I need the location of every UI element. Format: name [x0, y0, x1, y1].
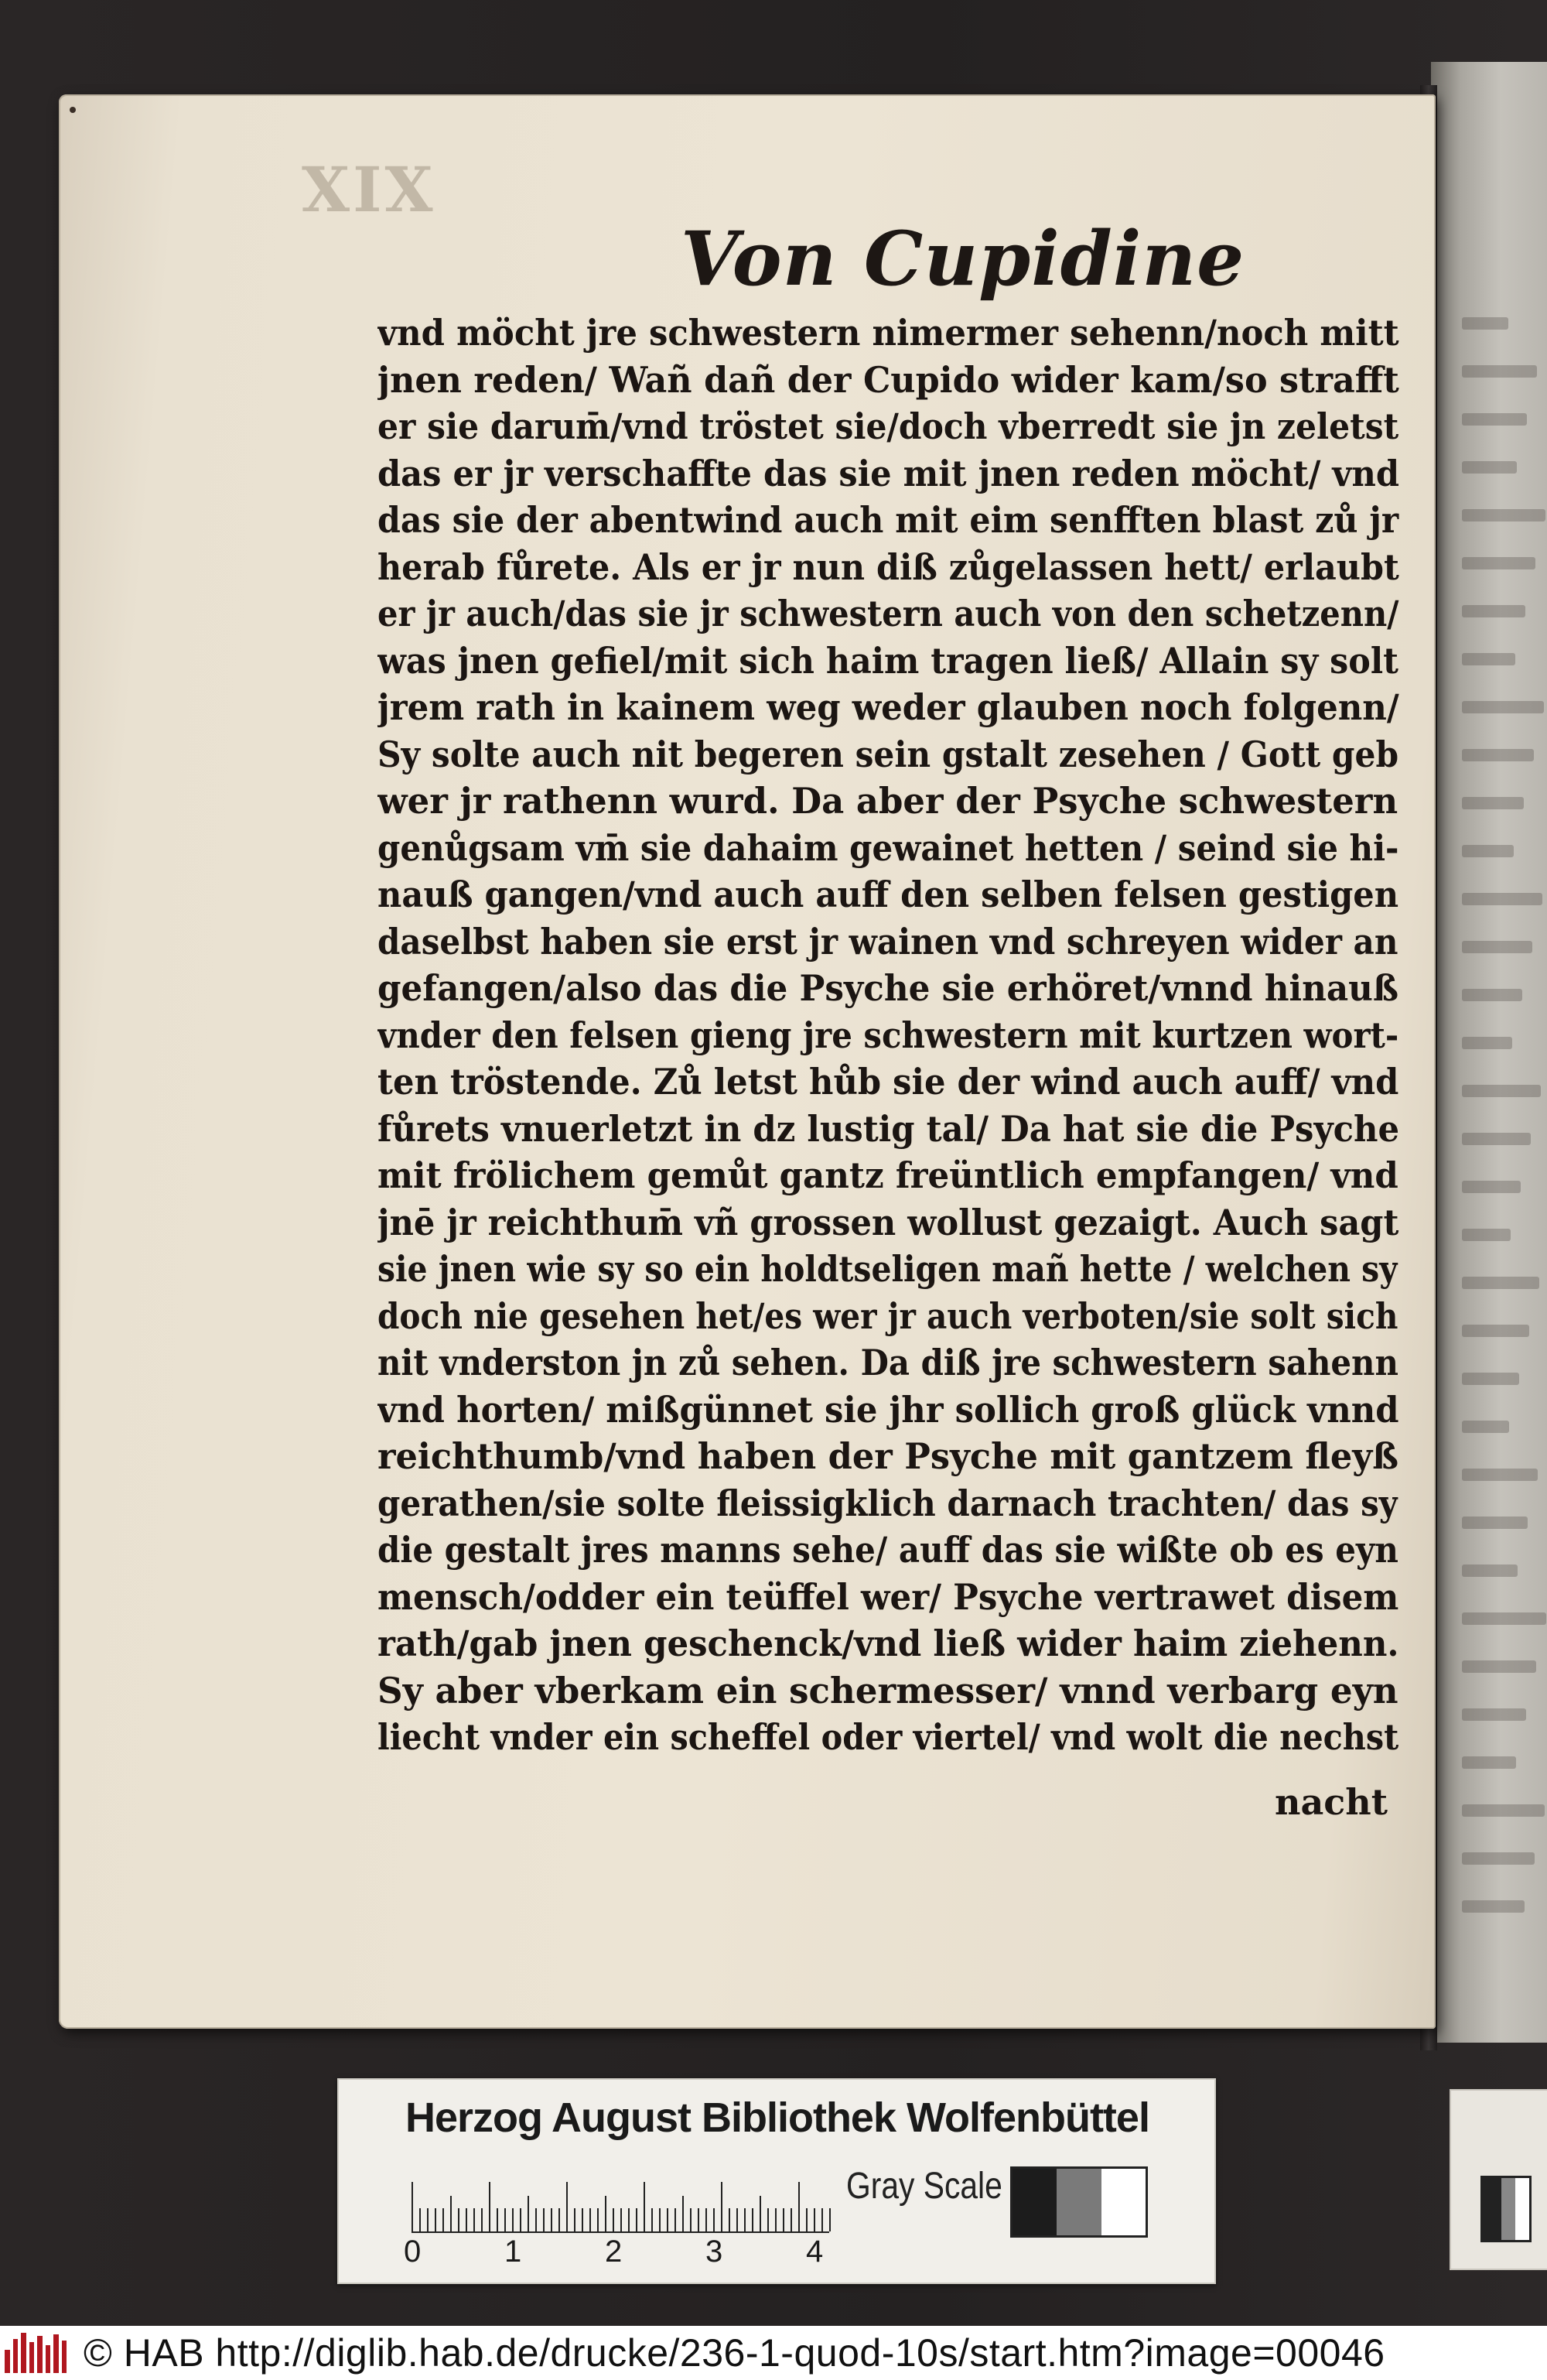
ruler-tick	[481, 2208, 483, 2231]
ruler-tick	[821, 2208, 823, 2231]
text-line: fůrets vnuerletzt in dz lustig tal/ Da hat sie die Psyche	[377, 1107, 1399, 1150]
ruler-tick	[466, 2208, 467, 2231]
text-line: das sie der abentwind auch mit eim senfften blast zů jr	[377, 499, 1399, 541]
show-through-line	[1462, 1421, 1509, 1433]
text-line: gefangen/also das die Psyche sie erhöret/vnnd hinauß	[377, 967, 1399, 1009]
ruler-tick	[705, 2208, 707, 2231]
text-line: daselbst haben sie erst jr wainen vnd schreyen wider an	[377, 920, 1398, 963]
logo-bar	[62, 2341, 67, 2373]
show-through-line	[1462, 797, 1524, 809]
ruler-tick	[713, 2208, 715, 2231]
show-through-line	[1462, 1852, 1535, 1865]
ruler-tick	[829, 2208, 831, 2231]
show-through-line	[1462, 1517, 1528, 1529]
ruler-number: 0	[404, 2235, 422, 2269]
show-through-line	[1462, 1133, 1531, 1145]
ruler-tick	[435, 2208, 436, 2231]
text-line: reichthumb/vnd haben der Psyche mit gantzem fleyß	[377, 1435, 1399, 1477]
show-through-line	[1462, 1181, 1521, 1193]
text-line: er jr auch/das sie jr schwestern auch von den schetzenn/	[377, 593, 1399, 634]
text-line: genůgsam vm̄ sie dahaim gewainet hetten / seind sie hi-	[377, 826, 1399, 869]
ruler-tick	[674, 2208, 676, 2231]
text-line: ten tröstende. Zů letst hůb sie der wind auch auff/ vnd	[377, 1061, 1399, 1103]
ruler-tick	[551, 2208, 552, 2231]
show-through-line	[1462, 1660, 1536, 1673]
text-line: jnen reden/ Wañ dañ der Cupido wider kam/so strafft	[377, 358, 1399, 401]
show-through-line	[1462, 1612, 1546, 1625]
text-line: doch nie gesehen het/es wer jr auch verboten/sie solt sich	[377, 1294, 1398, 1337]
text-line: Sy aber vberkam ein schermesser/ vnnd verbarg eyn	[377, 1669, 1398, 1711]
ruler-tick	[589, 2208, 591, 2231]
ruler-tick	[620, 2208, 622, 2231]
show-through-line	[1462, 1756, 1516, 1769]
text-line: jnē jr reichthum̄ vñ grossen wollust gezaigt. Auch sagt	[377, 1201, 1399, 1243]
ruler-tick	[744, 2208, 746, 2231]
facing-page-edge	[1431, 62, 1547, 2043]
ruler-tick	[558, 2208, 560, 2231]
text-line: sie jnen wie sy so ein holdtseligen mañ hette / welchen sy	[377, 1248, 1398, 1290]
ruler-tick	[791, 2208, 792, 2231]
ruler-tick	[504, 2208, 506, 2231]
secondary-gray-scale	[1480, 2176, 1532, 2242]
ruler-tick	[690, 2208, 692, 2231]
ruler-tick	[698, 2208, 699, 2231]
ruler-tick	[729, 2208, 730, 2231]
ruler-tick	[667, 2208, 668, 2231]
show-through-line	[1462, 605, 1525, 617]
ruler-tick	[442, 2208, 444, 2231]
text-line: das er jr verschaffte das sie mit jnen reden möcht/ vnd	[377, 452, 1399, 494]
show-through-line	[1462, 941, 1532, 953]
text-line: mit frölichem gemůt gantz freüntlich empfangen/ vnd	[377, 1154, 1398, 1196]
ruler-tick	[636, 2208, 637, 2231]
ruler-tick	[798, 2182, 800, 2231]
ruler-tick	[535, 2208, 537, 2231]
logo-bar	[46, 2345, 51, 2373]
ruler-tick	[814, 2208, 815, 2231]
text-line: gerathen/sie solte fleissigklich darnach trachten/ das sy	[377, 1482, 1398, 1524]
show-through-line	[1462, 845, 1514, 857]
ruler-tick	[473, 2208, 475, 2231]
show-through-line	[1462, 557, 1535, 569]
ruler-tick	[419, 2208, 421, 2231]
gray-scale-label: Gray Scale	[846, 2166, 1002, 2207]
footer-bar	[0, 2326, 1547, 2380]
ruler-tick	[520, 2208, 521, 2231]
text-line: nit vnderston jn zů sehen. Da diß jre schwestern sahenn	[377, 1342, 1398, 1383]
show-through-line	[1462, 1900, 1525, 1913]
ruler-tick	[775, 2208, 777, 2231]
show-through-line	[1462, 749, 1534, 761]
show-through-line	[1462, 1229, 1511, 1241]
logo-bar	[53, 2334, 59, 2373]
ruler-tick	[613, 2208, 614, 2231]
show-through-line	[1462, 365, 1537, 378]
show-through-line	[1462, 1037, 1512, 1049]
ruler-tick	[659, 2208, 661, 2231]
text-line: vnd horten/ mißgünnet sie jhr sollich groß glück vnnd	[377, 1388, 1399, 1431]
ruler-tick	[458, 2208, 459, 2231]
logo-bar	[5, 2350, 10, 2373]
show-through-line	[1462, 1373, 1519, 1385]
running-head: Von Cupidine	[681, 215, 1245, 303]
ruler-tick	[566, 2182, 568, 2231]
text-line: nauß gangen/vnd auch auff den selben felsen gestigen	[377, 874, 1398, 915]
logo-bar	[21, 2333, 26, 2373]
show-through-line	[1462, 1325, 1529, 1337]
show-through-line	[1462, 1708, 1526, 1721]
page-corner-mark	[70, 107, 76, 113]
ruler-tick	[644, 2182, 645, 2231]
ruler-tick	[736, 2208, 738, 2231]
ruler-tick	[497, 2208, 498, 2231]
logo-bar	[29, 2342, 35, 2373]
ruler-tick	[760, 2196, 761, 2231]
logo-bar	[13, 2339, 19, 2373]
ruler-number: 2	[605, 2235, 623, 2269]
color-reference-card	[337, 2078, 1216, 2284]
ruler-tick	[543, 2208, 545, 2231]
text-line: jrem rath in kainem weg weder glauben noch folgenn/	[377, 686, 1399, 728]
ruler-tick	[651, 2208, 653, 2231]
ruler-tick	[582, 2208, 583, 2231]
ruler-tick	[628, 2208, 630, 2231]
gray-swatch	[1057, 2169, 1101, 2235]
folio-number: XIX	[302, 153, 436, 226]
ruler-tick	[512, 2208, 514, 2231]
text-line: er sie darum̄/vnd tröstet sie/doch vberredt sie jn zeletst	[377, 405, 1399, 447]
ruler-tick	[721, 2182, 722, 2231]
text-line: vnder den felsen gieng jre schwestern mit kurtzen wort-	[377, 1014, 1399, 1056]
catchword: nacht	[1275, 1781, 1388, 1823]
page-text-block	[377, 309, 1398, 1761]
ruler-tick	[427, 2208, 429, 2231]
text-line: vnd möcht jre schwestern nimermer sehenn/noch mitt	[377, 312, 1399, 354]
show-through-line	[1462, 1277, 1539, 1289]
gray-scale-swatches	[1010, 2166, 1148, 2238]
text-line: die gestalt jres manns sehe/ auff das sie wißte ob es eyn	[377, 1529, 1398, 1571]
show-through-line	[1462, 701, 1544, 713]
show-through-line	[1462, 413, 1527, 426]
text-line: wer jr rathenn wurd. Da aber der Psyche schwestern	[377, 780, 1398, 822]
ruler-tick	[806, 2208, 808, 2231]
ruler-number: 1	[504, 2235, 522, 2269]
ruler-tick	[412, 2182, 413, 2231]
ruler-tick	[605, 2196, 606, 2231]
text-line: herab fůrete. Als er jr nun diß zůgelassen hett/ erlaubt	[377, 545, 1399, 588]
ruler-tick	[528, 2196, 529, 2231]
hab-logo-icon	[5, 2333, 67, 2373]
gray-swatch	[1013, 2169, 1057, 2235]
footer-credit[interactable]: © HAB http://diglib.hab.de/drucke/236-1-quod-10s/start.htm?image=00046	[84, 2331, 1385, 2375]
text-line: Sy solte auch nit begeren sein gstalt zesehen / Gott geb	[377, 733, 1399, 775]
show-through-line	[1462, 317, 1508, 330]
ruler-tick	[783, 2208, 784, 2231]
secondary-reference-card	[1450, 2089, 1547, 2270]
show-through-line	[1462, 1564, 1518, 1577]
show-through-line	[1462, 509, 1545, 521]
ruler-number: 3	[705, 2235, 723, 2269]
text-line: was jnen gefiel/mit sich haim tragen ließ/ Allain sy solt	[377, 639, 1398, 682]
ruler-tick	[752, 2208, 753, 2231]
ruler-tick	[682, 2196, 684, 2231]
show-through-line	[1462, 1804, 1545, 1817]
library-name: Herzog August Bibliothek Wolfenbüttel	[405, 2094, 1149, 2141]
ruler-tick	[597, 2208, 599, 2231]
measurement-ruler	[412, 2171, 845, 2233]
ruler-tick	[450, 2196, 452, 2231]
ruler-tick	[489, 2182, 490, 2231]
show-through-line	[1462, 1085, 1541, 1097]
show-through-line	[1462, 461, 1517, 474]
gray-swatch	[1101, 2169, 1146, 2235]
text-line: rath/gab jnen geschenck/vnd ließ wider haim ziehenn.	[377, 1623, 1399, 1664]
text-line: liecht vnder ein scheffel oder viertel/ vnd wolt die nechst	[377, 1716, 1399, 1758]
show-through-line	[1462, 893, 1542, 905]
ruler-baseline	[412, 2231, 829, 2233]
text-line: mensch/odder ein teüffel wer/ Psyche vertrawet disem	[377, 1575, 1399, 1618]
ruler-number: 4	[806, 2235, 824, 2269]
ruler-tick	[574, 2208, 575, 2231]
show-through-line	[1462, 989, 1522, 1001]
ruler-tick	[767, 2208, 769, 2231]
show-through-line	[1462, 1469, 1538, 1481]
logo-bar	[37, 2336, 43, 2373]
show-through-line	[1462, 653, 1515, 665]
